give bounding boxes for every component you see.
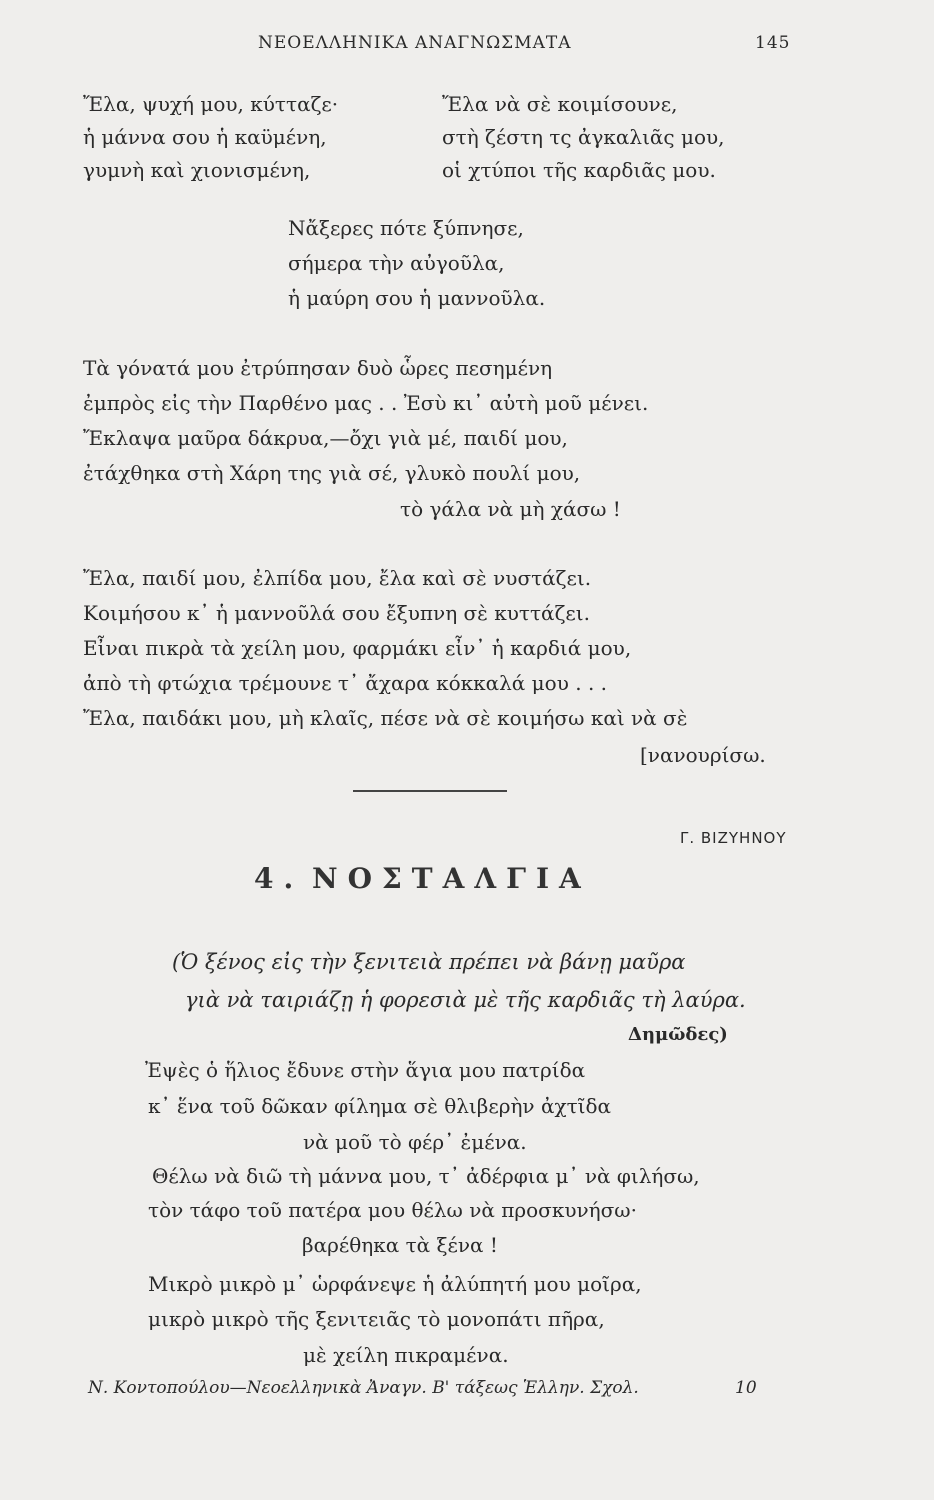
verse-line: Μικρὸ μικρὸ μ᾽ ὡρφάνεψε ἡ ἀλύπητή μου μοῖρα,	[148, 1272, 642, 1296]
verse-line: τὸν τάφο τοῦ πατέρα μου θέλω νὰ προσκυνήσω·	[148, 1198, 637, 1222]
running-title: ΝΕΟΕΛΛΗΝΙΚΑ ΑΝΑΓΝΩΣΜΑΤΑ	[258, 33, 572, 53]
verse-line: Ἔλα νὰ σὲ κοιμίσουνε,	[442, 92, 678, 116]
page-number: 145	[755, 33, 791, 53]
epigraph-line: (Ὁ ξένος εἰς τὴν ξενιτειὰ πρέπει νὰ βάνῃ μαῦρα	[172, 950, 686, 974]
verse-line: Τὰ γόνατά μου ἐτρύπησαν δυὸ ὧρες πεσημένη	[83, 356, 553, 380]
epigraph-line: γιὰ νὰ ταιριάζῃ ἡ φορεσιὰ μὲ τῆς καρδιᾶς τὴ λαύρα.	[185, 988, 746, 1012]
footer-signature-number: 10	[735, 1378, 757, 1398]
verse-line: ἐτάχθηκα στὴ Χάρη της γιὰ σέ, γλυκὸ πουλί μου,	[83, 461, 581, 485]
verse-line: Ἔλα, παιδί μου, ἐλπίδα μου, ἔλα καὶ σὲ νυστάζει.	[83, 566, 592, 590]
verse-line: οἱ χτύποι τῆς καρδιᾶς μου.	[442, 158, 716, 182]
verse-line: στὴ ζέστη τς ἀγκαλιᾶς μου,	[442, 125, 725, 149]
verse-line: Εἶναι πικρὰ τὰ χείλη μου, φαρμάκι εἶν᾽ ἡ καρδιά μου,	[83, 636, 632, 660]
verse-line: τὸ γάλα νὰ μὴ χάσω !	[400, 497, 621, 521]
verse-line: ἡ μάννα σου ἡ καϋμένη,	[83, 125, 327, 149]
verse-line: γυμνὴ καὶ χιονισμένη,	[83, 158, 311, 182]
section-number: 4.	[254, 862, 304, 895]
verse-line: μὲ χείλη πικραμένα.	[303, 1343, 509, 1367]
verse-line: Ἔλα, παιδάκι μου, μὴ κλαῖς, πέσε νὰ σὲ κοιμήσω καὶ νὰ σὲ	[83, 706, 688, 730]
verse-line: κ᾽ ἕνα τοῦ δῶκαν φίλημα σὲ θλιβερὴν ἀχτῖδα	[148, 1094, 612, 1118]
verse-line: Ἐψὲς ὁ ἥλιος ἔδυνε στὴν ἅγια μου πατρίδα	[145, 1058, 586, 1082]
verse-line: Θέλω νὰ διῶ τὴ μάννα μου, τ᾽ ἀδέρφια μ᾽ νὰ φιλήσω,	[152, 1164, 700, 1188]
verse-line: μικρὸ μικρὸ τῆς ξενιτειᾶς τὸ μονοπάτι πῆρα,	[148, 1307, 605, 1331]
verse-line: Ἔλα, ψυχή μου, κύτταζε·	[83, 92, 339, 116]
verse-line: ἐμπρὸς εἰς τὴν Παρθένο μας . . Ἐσὺ κι᾽ αὐτὴ μοῦ μένει.	[83, 391, 649, 415]
verse-line: Κοιμήσου κ᾽ ἡ μαννοῦλά σου ἔξυπνη σὲ κυττάζει.	[83, 601, 590, 625]
verse-line: ἡ μαύρη σου ἡ μαννοῦλα.	[288, 286, 546, 310]
divider-rule	[353, 790, 507, 792]
verse-line: νὰ μοῦ τὸ φέρ᾽ ἐμένα.	[303, 1130, 527, 1154]
verse-line: Νἄξερες πότε ξύπνησε,	[288, 216, 524, 240]
verse-line: ἀπὸ τὴ φτώχια τρέμουνε τ᾽ ἄχαρα κόκκαλά μου . . .	[83, 671, 608, 695]
verse-line: σήμερα τὴν αὐγοῦλα,	[288, 251, 505, 275]
author-name: Γ. ΒΙΖΥΗΝΟΥ	[680, 829, 787, 847]
footer-signature-line: Ν. Κοντοπούλου—Νεοελληνικὰ Ἀναγν. Β' τάξεως Ἑλλην. Σχολ.	[88, 1378, 639, 1398]
verse-line: Ἔκλαψα μαῦρα δάκρυα,—ὄχι γιὰ μέ, παιδί μου,	[83, 426, 568, 450]
epigraph-source: Δημῶδες)	[628, 1024, 728, 1045]
section-title: ΝΟΣΤΑΛΓΙΑ	[312, 862, 591, 895]
verse-line: βαρέθηκα τὰ ξένα !	[302, 1233, 498, 1257]
verse-line: [νανουρίσω.	[640, 743, 766, 767]
